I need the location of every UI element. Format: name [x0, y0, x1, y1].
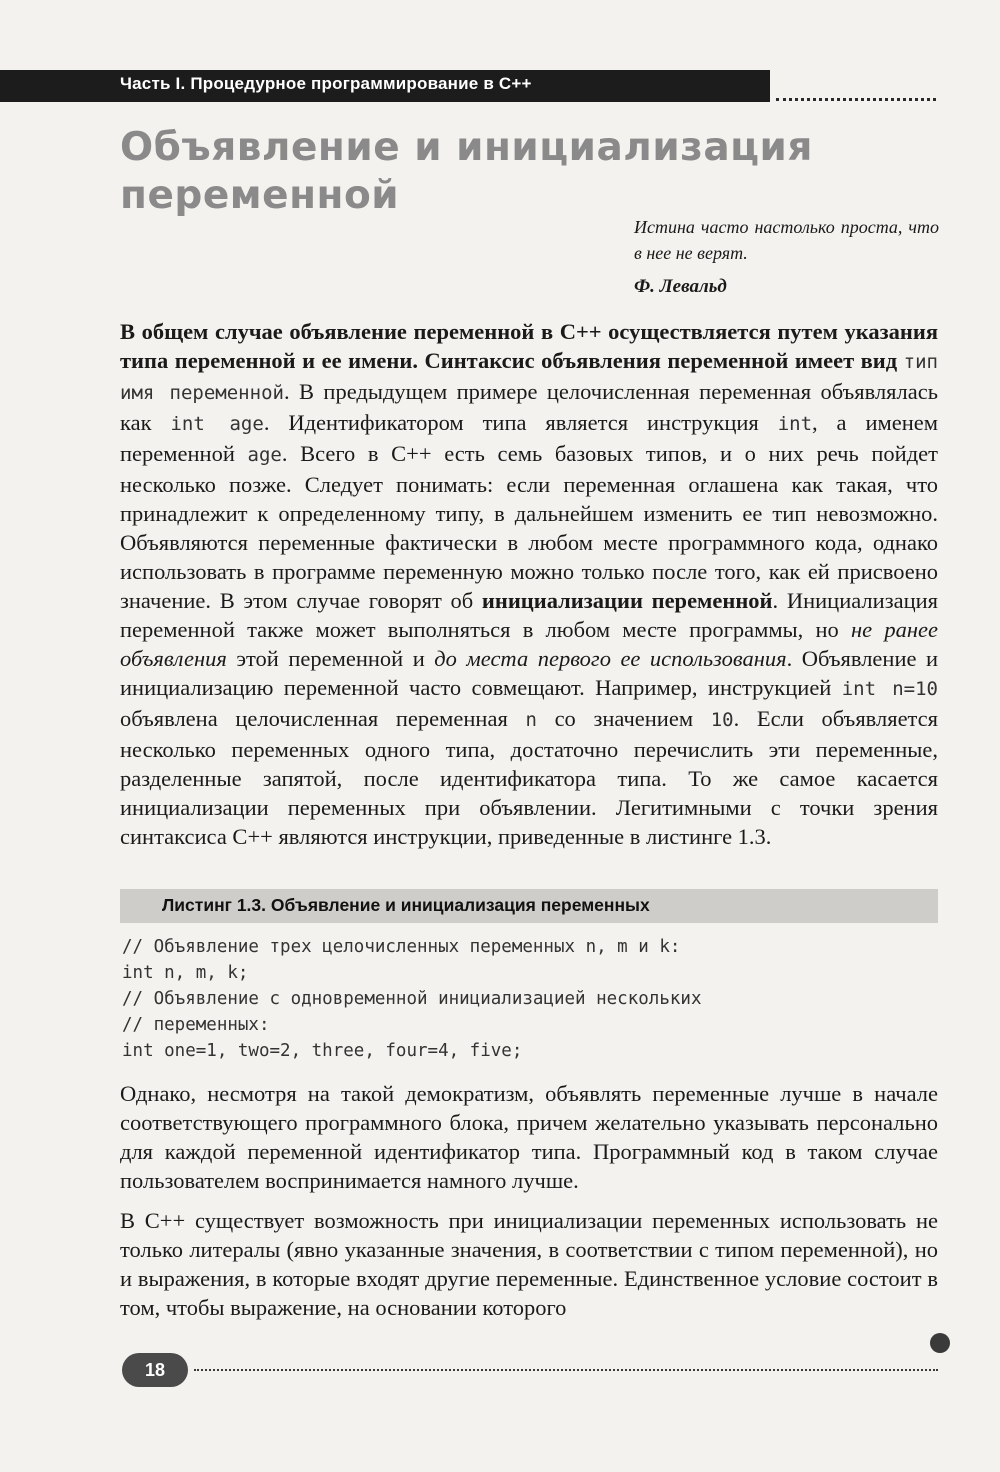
bold-lead: В общем случае объявление переменной в С++ осуществляется путем указания типа переменной и ее имени. Синтаксис объявления переменной имеет вид: [120, 319, 938, 373]
text-run: . Если объявляется несколько переменных одного типа, достаточно перечислить эти переменные, разделенные запятой, после идентификатора типа. То же самое касается инициализации переменных при объявлении. Легитимными с точки зрения синтаксиса С++ являются инструкции, приведенные в листинге 1.3.: [120, 706, 939, 849]
code-line: // переменных:: [122, 1015, 270, 1035]
text-run: . Идентификатором типа является инструкция: [263, 410, 759, 435]
italic-not-before-declaration: не ранее объявления: [120, 617, 938, 671]
inline-code-int-n: int n=10: [841, 678, 939, 700]
epigraph-quote: Истина часто настолько проста, что в нее не верят.: [634, 217, 939, 263]
text-run: . В предыдущем примере целочисленная переменная объявлялась как: [120, 379, 938, 435]
epigraph-author: Ф. Левальд: [634, 276, 727, 297]
italic-until-first-use: до места первого ее использования: [434, 646, 787, 671]
text-run: . Инициализация переменной также может выполняться в любом месте программы, но: [120, 588, 938, 642]
inline-code-age: age: [247, 444, 282, 466]
text-run: . Объявление и инициализацию переменной часто совмещают. Например, инструкцией: [120, 646, 939, 700]
text-run: этой переменной и: [236, 646, 425, 671]
inline-code-int: int: [777, 413, 813, 435]
text-run: . Всего в С++ есть семь базовых типов, и о них речь пойдет несколько позже. Следует понимать: если переменная оглашена как такая, что принадлежит к определенному типу, в дальнейшем изменить ее тип невозможно. Объявляются переменные фактически в любом месте программного кода, однако использовать в программе переменную можно только после того, как ей присвоено значение. В этом случае говорят об: [120, 441, 938, 613]
inline-code-syntax: тип имя переменной: [120, 351, 938, 404]
inline-code-n: n: [525, 709, 537, 731]
bold-term-initialization: инициализации переменной: [481, 588, 773, 613]
text-run: , а именем переменной: [120, 410, 938, 466]
text-run: со значением: [554, 706, 694, 731]
page-number: 18: [122, 1353, 188, 1387]
section-title-line1: Объявление и инициализация: [120, 125, 813, 170]
footer-dot-ornament: [930, 1333, 950, 1353]
section-title: [120, 124, 820, 220]
inline-code-10: 10: [710, 709, 734, 731]
code-line: int n, m, k;: [122, 963, 249, 983]
body-paragraph-3: В С++ существует возможность при инициализации переменных использовать не только литералы (явно указанные значения, в соответствии с типом переменной), но и выражения, в которые входят другие переменные. Единственное условие состоит в том, чтобы выражение, на основании которого: [120, 1208, 938, 1320]
inline-code-int-age: int age: [170, 413, 264, 435]
header-dotted-rule: [776, 98, 936, 101]
code-line: int one=1, two=2, three, four=4, five;: [122, 1041, 523, 1061]
code-line: // Объявление трех целочисленных переменных n, m и k:: [122, 937, 681, 957]
body-paragraph-2: Однако, несмотря на такой демократизм, объявлять переменные лучше в начале соответствующего программного блока, причем желательно указывать персонально для каждой переменной идентификатор типа. Программный код в таком случае пользователем воспринимается намного лучше.: [120, 1081, 938, 1193]
running-header-title: Часть I. Процедурное программирование в С++: [120, 74, 532, 93]
section-title-line2: переменной: [120, 173, 400, 218]
text-run: объявлена целочисленная переменная: [120, 706, 508, 731]
listing-caption: Листинг 1.3. Объявление и инициализация переменных: [162, 895, 650, 915]
footer-dotted-rule: [194, 1369, 938, 1371]
code-line: // Объявление с одновременной инициализацией нескольких: [122, 989, 702, 1009]
code-listing: [122, 934, 701, 1064]
body-paragraph-1: [120, 317, 938, 851]
